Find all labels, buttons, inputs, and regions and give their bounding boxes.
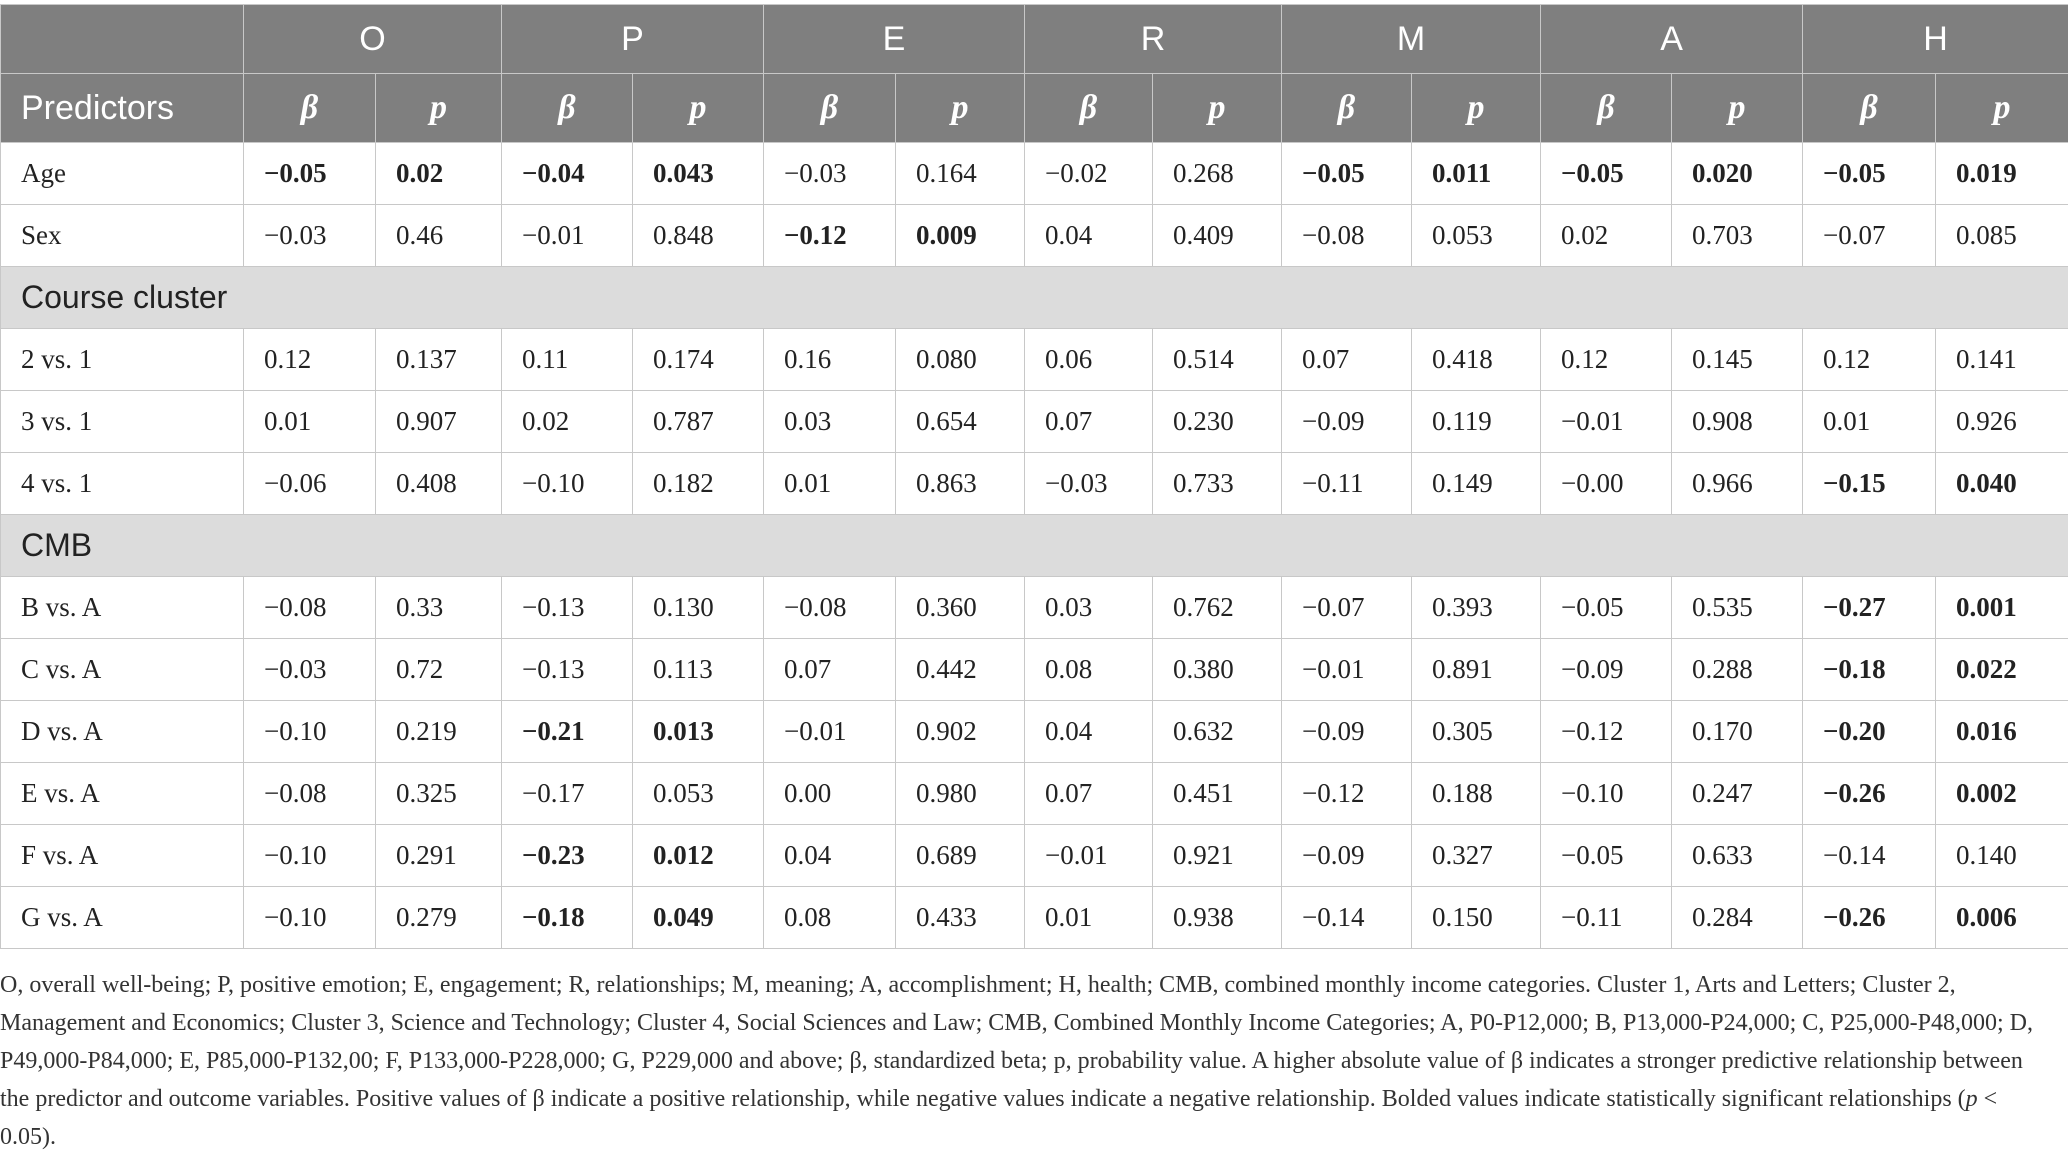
p-value-cell: 0.022 <box>1936 639 2068 701</box>
p-value-cell: 0.130 <box>633 577 764 639</box>
beta-cell: −0.02 <box>1025 143 1153 205</box>
p-value-cell: 0.902 <box>896 701 1025 763</box>
p-value-cell: 0.219 <box>376 701 502 763</box>
p-value-cell: 0.141 <box>1936 329 2068 391</box>
beta-header: β <box>502 74 633 143</box>
beta-cell: 0.03 <box>1025 577 1153 639</box>
p-value-cell: 0.011 <box>1412 143 1541 205</box>
beta-cell: −0.01 <box>764 701 896 763</box>
beta-cell: −0.10 <box>244 701 376 763</box>
beta-cell: −0.13 <box>502 639 633 701</box>
beta-cell: −0.01 <box>502 205 633 267</box>
table-body <box>1 143 2068 949</box>
beta-cell: −0.12 <box>1541 701 1672 763</box>
p-value-cell: 0.408 <box>376 453 502 515</box>
p-header: p <box>1672 74 1803 143</box>
predictors-header: Predictors <box>1 74 244 143</box>
beta-cell: −0.17 <box>502 763 633 825</box>
p-value-cell: 0.137 <box>376 329 502 391</box>
beta-cell: −0.06 <box>244 453 376 515</box>
p-header: p <box>633 74 764 143</box>
beta-cell: 0.16 <box>764 329 896 391</box>
stat-header-row <box>1 74 2068 143</box>
beta-cell: −0.20 <box>1803 701 1936 763</box>
beta-cell: 0.04 <box>764 825 896 887</box>
p-value-cell: 0.291 <box>376 825 502 887</box>
p-value-cell: 0.012 <box>633 825 764 887</box>
p-value-cell: 0.013 <box>633 701 764 763</box>
beta-cell: 0.07 <box>764 639 896 701</box>
p-header: p <box>376 74 502 143</box>
beta-cell: −0.04 <box>502 143 633 205</box>
beta-header: β <box>244 74 376 143</box>
predictor-label: 2 vs. 1 <box>1 329 244 391</box>
beta-cell: −0.07 <box>1803 205 1936 267</box>
beta-cell: −0.03 <box>1025 453 1153 515</box>
p-value-cell: 0.632 <box>1153 701 1282 763</box>
p-value-cell: 0.268 <box>1153 143 1282 205</box>
beta-cell: 0.04 <box>1025 701 1153 763</box>
p-value-cell: 0.230 <box>1153 391 1282 453</box>
p-value-cell: 0.327 <box>1412 825 1541 887</box>
beta-cell: −0.05 <box>1541 825 1672 887</box>
p-value-cell: 0.040 <box>1936 453 2068 515</box>
table-row <box>1 825 2068 887</box>
p-value-cell: 0.980 <box>896 763 1025 825</box>
table-row <box>1 639 2068 701</box>
p-value-cell: 0.279 <box>376 887 502 949</box>
p-value-cell: 0.703 <box>1672 205 1803 267</box>
p-value-cell: 0.325 <box>376 763 502 825</box>
header-blank-cell <box>1 5 244 74</box>
beta-header: β <box>1803 74 1936 143</box>
p-header: p <box>1153 74 1282 143</box>
beta-cell: −0.08 <box>244 577 376 639</box>
p-value-cell: 0.442 <box>896 639 1025 701</box>
predictor-label: C vs. A <box>1 639 244 701</box>
beta-cell: 0.08 <box>764 887 896 949</box>
p-value-cell: 0.006 <box>1936 887 2068 949</box>
p-value-cell: 0.080 <box>896 329 1025 391</box>
p-header: p <box>1936 74 2068 143</box>
outcome-header-r: R <box>1025 5 1282 74</box>
p-header: p <box>896 74 1025 143</box>
beta-cell: −0.26 <box>1803 887 1936 949</box>
beta-cell: −0.09 <box>1541 639 1672 701</box>
p-value-cell: 0.305 <box>1412 701 1541 763</box>
p-value-cell: 0.149 <box>1412 453 1541 515</box>
beta-cell: −0.10 <box>502 453 633 515</box>
p-value-cell: 0.891 <box>1412 639 1541 701</box>
beta-cell: −0.10 <box>244 887 376 949</box>
p-value-cell: 0.535 <box>1672 577 1803 639</box>
p-value-cell: 0.907 <box>376 391 502 453</box>
beta-cell: −0.10 <box>244 825 376 887</box>
beta-cell: 0.07 <box>1282 329 1412 391</box>
beta-cell: 0.02 <box>1541 205 1672 267</box>
beta-cell: 0.12 <box>1541 329 1672 391</box>
beta-cell: 0.07 <box>1025 763 1153 825</box>
p-value-cell: 0.863 <box>896 453 1025 515</box>
p-value-cell: 0.053 <box>633 763 764 825</box>
p-value-cell: 0.689 <box>896 825 1025 887</box>
beta-cell: 0.01 <box>764 453 896 515</box>
predictor-label: E vs. A <box>1 763 244 825</box>
p-value-cell: 0.170 <box>1672 701 1803 763</box>
beta-header: β <box>764 74 896 143</box>
p-value-cell: 0.113 <box>633 639 764 701</box>
beta-cell: −0.12 <box>1282 763 1412 825</box>
footnote-text: O, overall well-being; P, positive emotion; E, engagement; R, relationships; M, meaning; A, accomplishment; H, health; CMB, combined monthly income categories. Cluster 1, Arts and Letters; Cluster 2, Management and Economics; Cluster 3, Science and Technology; Cluster 4, Social Sciences and Law; CMB, Combined Monthly Income Categories; A, P0-P12,000; B, P13,000-P24,000; C, P25,000-P48,000; D, P49,000-P84,000; E, P85,000-P132,00; F, P133,000-P228,000; G, P229,000 and above; β, standardized beta; p, probability value. A higher absolute value of β indicates a stronger predictive relationship between the predictor and outcome variables. Positive values of β indicate a positive relationship, while negative values indicate a negative relationship. Bolded values indicate statistically significant relationships ( <box>0 972 2033 1112</box>
beta-cell: −0.03 <box>764 143 896 205</box>
section-row <box>1 515 2068 577</box>
p-value-cell: 0.921 <box>1153 825 1282 887</box>
p-value-cell: 0.02 <box>376 143 502 205</box>
table-row <box>1 143 2068 205</box>
beta-cell: −0.27 <box>1803 577 1936 639</box>
predictor-label: 4 vs. 1 <box>1 453 244 515</box>
predictor-label: G vs. A <box>1 887 244 949</box>
outcome-header-row <box>1 5 2068 74</box>
footnote-end: < 0.05). <box>0 1086 1997 1150</box>
beta-cell: −0.01 <box>1282 639 1412 701</box>
p-value-cell: 0.016 <box>1936 701 2068 763</box>
outcome-header-h: H <box>1803 5 2068 74</box>
p-value-cell: 0.001 <box>1936 577 2068 639</box>
p-value-cell: 0.908 <box>1672 391 1803 453</box>
table-row <box>1 763 2068 825</box>
p-value-cell: 0.053 <box>1412 205 1541 267</box>
beta-cell: −0.00 <box>1541 453 1672 515</box>
p-value-cell: 0.787 <box>633 391 764 453</box>
beta-cell: −0.11 <box>1282 453 1412 515</box>
p-value-cell: 0.633 <box>1672 825 1803 887</box>
beta-cell: −0.14 <box>1282 887 1412 949</box>
p-value-cell: 0.393 <box>1412 577 1541 639</box>
beta-cell: −0.01 <box>1025 825 1153 887</box>
p-value-cell: 0.119 <box>1412 391 1541 453</box>
predictor-label: Sex <box>1 205 244 267</box>
beta-cell: 0.02 <box>502 391 633 453</box>
beta-cell: −0.11 <box>1541 887 1672 949</box>
p-value-cell: 0.46 <box>376 205 502 267</box>
beta-cell: 0.03 <box>764 391 896 453</box>
beta-cell: −0.03 <box>244 639 376 701</box>
beta-header: β <box>1541 74 1672 143</box>
beta-cell: −0.18 <box>502 887 633 949</box>
beta-cell: −0.05 <box>1541 577 1672 639</box>
beta-cell: −0.18 <box>1803 639 1936 701</box>
beta-cell: −0.21 <box>502 701 633 763</box>
beta-cell: −0.13 <box>502 577 633 639</box>
outcome-header-o: O <box>244 5 502 74</box>
beta-cell: 0.04 <box>1025 205 1153 267</box>
beta-cell: −0.05 <box>1803 143 1936 205</box>
p-value-cell: 0.418 <box>1412 329 1541 391</box>
beta-header: β <box>1282 74 1412 143</box>
table-row <box>1 577 2068 639</box>
beta-cell: 0.12 <box>1803 329 1936 391</box>
p-value-cell: 0.164 <box>896 143 1025 205</box>
beta-cell: 0.07 <box>1025 391 1153 453</box>
beta-cell: 0.01 <box>1803 391 1936 453</box>
beta-cell: −0.23 <box>502 825 633 887</box>
beta-cell: 0.01 <box>244 391 376 453</box>
beta-cell: −0.01 <box>1541 391 1672 453</box>
p-value-cell: 0.433 <box>896 887 1025 949</box>
beta-cell: −0.05 <box>1282 143 1412 205</box>
p-value-cell: 0.33 <box>376 577 502 639</box>
beta-cell: −0.26 <box>1803 763 1936 825</box>
p-value-cell: 0.182 <box>633 453 764 515</box>
p-value-cell: 0.002 <box>1936 763 2068 825</box>
beta-cell: −0.09 <box>1282 701 1412 763</box>
p-value-cell: 0.188 <box>1412 763 1541 825</box>
p-value-cell: 0.733 <box>1153 453 1282 515</box>
section-row <box>1 267 2068 329</box>
p-value-cell: 0.288 <box>1672 639 1803 701</box>
p-value-cell: 0.762 <box>1153 577 1282 639</box>
beta-cell: 0.06 <box>1025 329 1153 391</box>
p-value-cell: 0.451 <box>1153 763 1282 825</box>
predictor-label: 3 vs. 1 <box>1 391 244 453</box>
beta-cell: 0.12 <box>244 329 376 391</box>
p-value-cell: 0.085 <box>1936 205 2068 267</box>
p-value-cell: 0.848 <box>633 205 764 267</box>
table-footnote <box>0 966 2050 1156</box>
p-value-cell: 0.043 <box>633 143 764 205</box>
table-row <box>1 205 2068 267</box>
beta-cell: 0.08 <box>1025 639 1153 701</box>
p-value-cell: 0.284 <box>1672 887 1803 949</box>
p-value-cell: 0.145 <box>1672 329 1803 391</box>
predictor-label: Age <box>1 143 244 205</box>
beta-cell: −0.09 <box>1282 825 1412 887</box>
beta-cell: −0.08 <box>764 577 896 639</box>
beta-cell: −0.12 <box>764 205 896 267</box>
table-row <box>1 453 2068 515</box>
p-value-cell: 0.020 <box>1672 143 1803 205</box>
beta-cell: 0.01 <box>1025 887 1153 949</box>
beta-cell: −0.14 <box>1803 825 1936 887</box>
table-row <box>1 391 2068 453</box>
p-value-cell: 0.174 <box>633 329 764 391</box>
p-value-cell: 0.009 <box>896 205 1025 267</box>
table-row <box>1 701 2068 763</box>
beta-cell: 0.11 <box>502 329 633 391</box>
beta-cell: −0.05 <box>244 143 376 205</box>
predictor-label: B vs. A <box>1 577 244 639</box>
section-label: Course cluster <box>1 267 2068 329</box>
outcome-header-p: P <box>502 5 764 74</box>
outcome-header-e: E <box>764 5 1025 74</box>
table-row <box>1 329 2068 391</box>
beta-cell: −0.05 <box>1541 143 1672 205</box>
p-value-cell: 0.966 <box>1672 453 1803 515</box>
beta-cell: −0.15 <box>1803 453 1936 515</box>
p-header: p <box>1412 74 1541 143</box>
p-value-cell: 0.938 <box>1153 887 1282 949</box>
beta-cell: −0.08 <box>1282 205 1412 267</box>
p-value-cell: 0.140 <box>1936 825 2068 887</box>
beta-cell: 0.00 <box>764 763 896 825</box>
p-value-cell: 0.72 <box>376 639 502 701</box>
p-value-cell: 0.360 <box>896 577 1025 639</box>
table-row <box>1 887 2068 949</box>
predictor-label: F vs. A <box>1 825 244 887</box>
p-value-cell: 0.926 <box>1936 391 2068 453</box>
p-value-cell: 0.654 <box>896 391 1025 453</box>
results-table <box>0 4 2068 949</box>
outcome-header-m: M <box>1282 5 1541 74</box>
outcome-header-a: A <box>1541 5 1803 74</box>
p-value-cell: 0.409 <box>1153 205 1282 267</box>
p-value-cell: 0.150 <box>1412 887 1541 949</box>
beta-cell: −0.03 <box>244 205 376 267</box>
beta-cell: −0.07 <box>1282 577 1412 639</box>
p-value-cell: 0.380 <box>1153 639 1282 701</box>
section-label: CMB <box>1 515 2068 577</box>
beta-header: β <box>1025 74 1153 143</box>
beta-cell: −0.08 <box>244 763 376 825</box>
footnote-p-symbol: p <box>1966 1086 1978 1112</box>
p-value-cell: 0.019 <box>1936 143 2068 205</box>
p-value-cell: 0.247 <box>1672 763 1803 825</box>
beta-cell: −0.10 <box>1541 763 1672 825</box>
p-value-cell: 0.049 <box>633 887 764 949</box>
beta-cell: −0.09 <box>1282 391 1412 453</box>
predictor-label: D vs. A <box>1 701 244 763</box>
p-value-cell: 0.514 <box>1153 329 1282 391</box>
